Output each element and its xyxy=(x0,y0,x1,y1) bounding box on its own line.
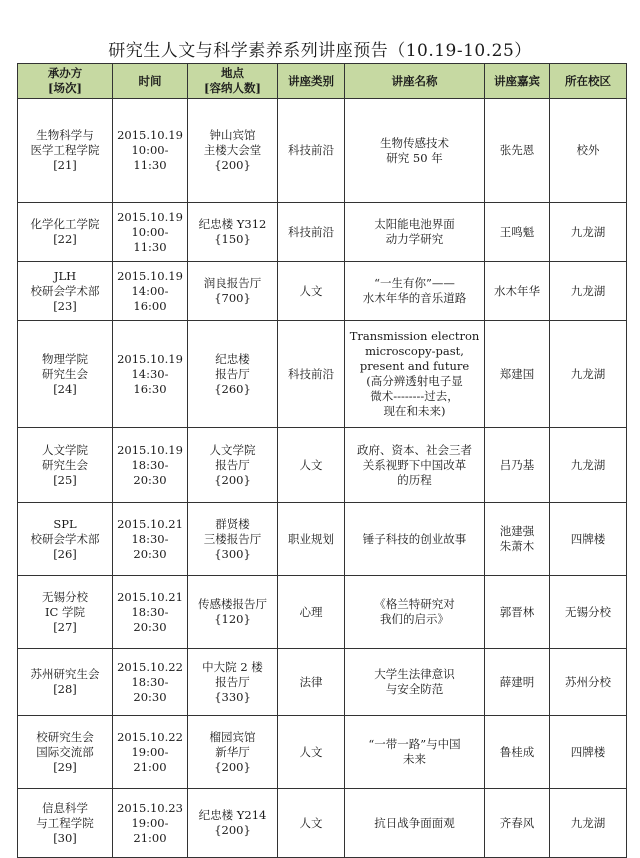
campus-cell: 校外 xyxy=(550,99,627,203)
organizer-cell: 人文学院 研究生会 [25] xyxy=(18,428,113,503)
category-cell: 科技前沿 xyxy=(278,203,345,262)
category-cell: 职业规划 xyxy=(278,503,345,576)
table-row xyxy=(18,503,627,576)
header-organizer: 承办方 [场次] xyxy=(18,64,113,99)
header-row xyxy=(18,64,627,99)
lecture-cell: Transmission electron microscopy-past, present and future (高分辨透射电子显 微术--------过去， 现在和未来) xyxy=(345,321,485,428)
lecture-cell: 抗日战争面面观 xyxy=(345,789,485,858)
category-cell: 人文 xyxy=(278,262,345,321)
time-cell: 2015.10.19 14:30-16:30 xyxy=(113,321,188,428)
page-title: 研究生人文与科学素养系列讲座预告（10.19-10.25） xyxy=(108,41,532,61)
time-cell: 2015.10.22 19:00-21:00 xyxy=(113,716,188,789)
category-cell: 科技前沿 xyxy=(278,321,345,428)
campus-cell: 九龙湖 xyxy=(550,321,627,428)
header-time: 时间 xyxy=(113,64,188,99)
location-cell: 人文学院 报告厅 {200} xyxy=(188,428,278,503)
time-cell: 2015.10.22 18:30-20:30 xyxy=(113,649,188,716)
organizer-cell: SPL 校研会学术部 [26] xyxy=(18,503,113,576)
organizer-cell: 信息科学 与工程学院 [30] xyxy=(18,789,113,858)
table-row xyxy=(18,99,627,203)
time-cell: 2015.10.19 10:00-11:30 xyxy=(113,203,188,262)
organizer-cell: 化学化工学院 [22] xyxy=(18,203,113,262)
campus-cell: 无锡分校 xyxy=(550,576,627,649)
table-row xyxy=(18,428,627,503)
campus-cell: 九龙湖 xyxy=(550,262,627,321)
table-row xyxy=(18,576,627,649)
lecture-cell: 太阳能电池界面 动力学研究 xyxy=(345,203,485,262)
location-cell: 榴园宾馆 新华厅 {200} xyxy=(188,716,278,789)
time-cell: 2015.10.19 10:00-11:30 xyxy=(113,99,188,203)
table-row xyxy=(18,716,627,789)
location-cell: 中大院 2 楼 报告厅 {330} xyxy=(188,649,278,716)
organizer-cell: 校研究生会 国际交流部 [29] xyxy=(18,716,113,789)
location-cell: 传感楼报告厅 {120} xyxy=(188,576,278,649)
lecture-cell: 政府、资本、社会三者 关系视野下中国改革 的历程 xyxy=(345,428,485,503)
organizer-cell: JLH 校研会学术部 [23] xyxy=(18,262,113,321)
speaker-cell: 郑建国 xyxy=(485,321,550,428)
category-cell: 人文 xyxy=(278,428,345,503)
speaker-cell: 吕乃基 xyxy=(485,428,550,503)
lecture-schedule-table xyxy=(17,63,627,858)
time-cell: 2015.10.19 14:00-16:00 xyxy=(113,262,188,321)
header-speaker: 讲座嘉宾 xyxy=(485,64,550,99)
category-cell: 人文 xyxy=(278,716,345,789)
table-row xyxy=(18,203,627,262)
header-location: 地点 [容纳人数] xyxy=(188,64,278,99)
organizer-cell: 物理学院 研究生会 [24] xyxy=(18,321,113,428)
location-cell: 钟山宾馆 主楼大会堂 {200} xyxy=(188,99,278,203)
organizer-cell: 苏州研究生会 [28] xyxy=(18,649,113,716)
lecture-cell: “一生有你”—— 水木年华的音乐道路 xyxy=(345,262,485,321)
campus-cell: 九龙湖 xyxy=(550,203,627,262)
table-row xyxy=(18,321,627,428)
speaker-cell: 水木年华 xyxy=(485,262,550,321)
campus-cell: 九龙湖 xyxy=(550,789,627,858)
campus-cell: 九龙湖 xyxy=(550,428,627,503)
location-cell: 纪忠楼 Y312 {150} xyxy=(188,203,278,262)
header-campus: 所在校区 xyxy=(550,64,627,99)
header-lecture: 讲座名称 xyxy=(345,64,485,99)
lecture-cell: 生物传感技术 研究 50 年 xyxy=(345,99,485,203)
location-cell: 纪忠楼 报告厅 {260} xyxy=(188,321,278,428)
table-row xyxy=(18,262,627,321)
lecture-cell: 锤子科技的创业故事 xyxy=(345,503,485,576)
speaker-cell: 薛建明 xyxy=(485,649,550,716)
location-cell: 润良报告厅 {700} xyxy=(188,262,278,321)
category-cell: 人文 xyxy=(278,789,345,858)
speaker-cell: 齐春风 xyxy=(485,789,550,858)
speaker-cell: 郭晋林 xyxy=(485,576,550,649)
lecture-cell: “一带一路”与中国 未来 xyxy=(345,716,485,789)
speaker-cell: 张先恩 xyxy=(485,99,550,203)
time-cell: 2015.10.21 18:30-20:30 xyxy=(113,503,188,576)
organizer-cell: 无锡分校 IC 学院 [27] xyxy=(18,576,113,649)
location-cell: 纪忠楼 Y214 {200} xyxy=(188,789,278,858)
speaker-cell: 池建强 朱萧木 xyxy=(485,503,550,576)
campus-cell: 四牌楼 xyxy=(550,716,627,789)
campus-cell: 苏州分校 xyxy=(550,649,627,716)
time-cell: 2015.10.19 18:30-20:30 xyxy=(113,428,188,503)
lecture-cell: 大学生法律意识 与安全防范 xyxy=(345,649,485,716)
organizer-cell: 生物科学与 医学工程学院 [21] xyxy=(18,99,113,203)
table-row xyxy=(18,789,627,858)
category-cell: 法律 xyxy=(278,649,345,716)
time-cell: 2015.10.23 19:00-21:00 xyxy=(113,789,188,858)
category-cell: 科技前沿 xyxy=(278,99,345,203)
table-row xyxy=(18,649,627,716)
time-cell: 2015.10.21 18:30-20:30 xyxy=(113,576,188,649)
speaker-cell: 王鸣魁 xyxy=(485,203,550,262)
campus-cell: 四牌楼 xyxy=(550,503,627,576)
speaker-cell: 鲁桂成 xyxy=(485,716,550,789)
lecture-cell: 《格兰特研究对 我们的启示》 xyxy=(345,576,485,649)
header-category: 讲座类别 xyxy=(278,64,345,99)
location-cell: 群贤楼 三楼报告厅 {300} xyxy=(188,503,278,576)
category-cell: 心理 xyxy=(278,576,345,649)
